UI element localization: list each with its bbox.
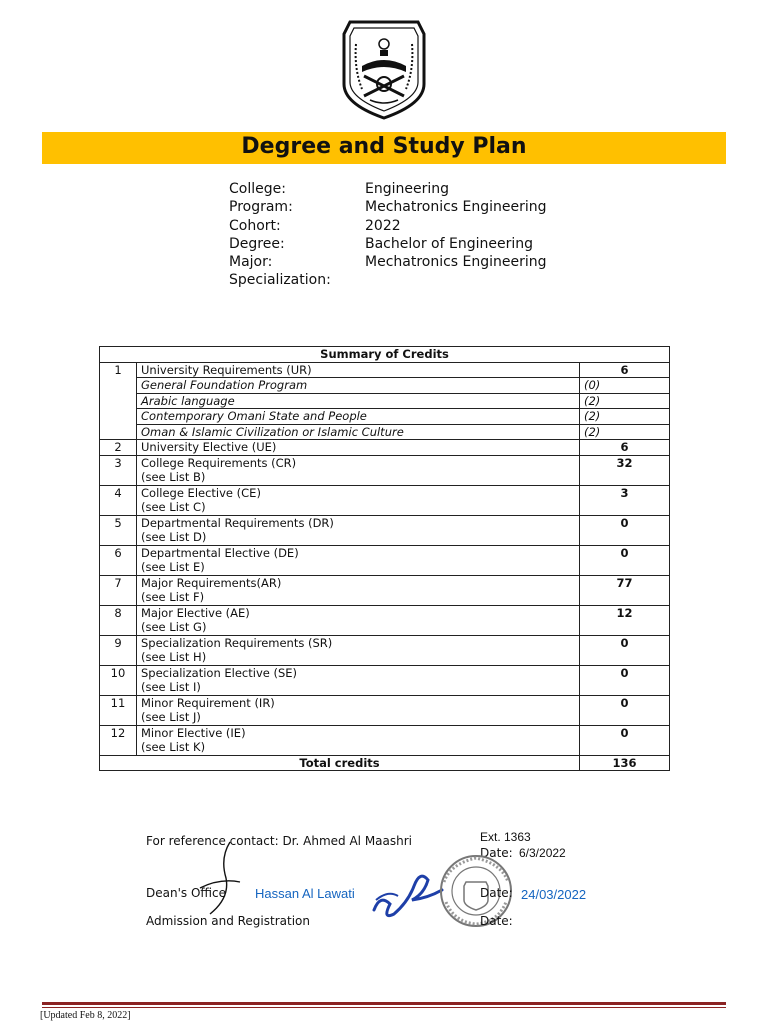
row-label-cell [137, 485, 580, 515]
date-value-handwritten: 24/03/2022 [521, 887, 587, 902]
row-note: (see List G) [141, 620, 207, 634]
info-row-program [229, 198, 547, 216]
row-label-cell [137, 725, 580, 755]
row-label: Specialization Requirements (SR) [141, 635, 333, 650]
row-number: 7 [100, 575, 137, 605]
info-row-major [229, 253, 547, 271]
row-credits: 0 [580, 545, 670, 575]
row-number: 9 [100, 635, 137, 665]
row-credits: 77 [580, 575, 670, 605]
row-credits: 0 [580, 695, 670, 725]
row-label: Major Elective (AE) [141, 605, 250, 620]
sub-row-credits: (2) [580, 424, 670, 440]
date-label: Date: [480, 914, 513, 928]
info-value: Mechatronics Engineering [365, 254, 547, 271]
row-label: University Elective (UE) [137, 440, 580, 456]
table-row [100, 485, 670, 515]
row-note: (see List J) [141, 710, 201, 724]
sub-row-credits: (2) [580, 409, 670, 425]
table-row [100, 635, 670, 665]
row-credits: 0 [580, 665, 670, 695]
row-label-cell [137, 695, 580, 725]
row-note: (see List I) [141, 680, 201, 694]
table-row [100, 575, 670, 605]
row-label-cell [137, 455, 580, 485]
table-row [100, 605, 670, 635]
row-credits: 3 [580, 485, 670, 515]
info-label: Major: [229, 254, 273, 271]
row-note: (see List F) [141, 590, 205, 604]
row-note: (see List B) [141, 470, 206, 484]
info-label: College: [229, 181, 286, 197]
footer-rule-thin [42, 1007, 726, 1008]
deans-office-name: Hassan Al Lawati [255, 886, 355, 901]
deans-office-label: Dean's Office [146, 886, 226, 900]
row-number: 10 [100, 665, 137, 695]
total-credits: 136 [580, 755, 670, 771]
row-label: Specialization Elective (SE) [141, 665, 298, 680]
row-label: Departmental Elective (DE) [141, 545, 299, 560]
summary-of-credits-table [99, 346, 670, 771]
info-label: Specialization: [229, 272, 331, 289]
sub-row-credits: (0) [580, 378, 670, 394]
reference-contact: For reference contact: Dr. Ahmed Al Maashri [146, 834, 413, 848]
row-credits: 0 [580, 515, 670, 545]
table-title: Summary of Credits [100, 347, 670, 363]
row-label: Departmental Requirements (DR) [141, 515, 334, 530]
row-note: (see List D) [141, 530, 207, 544]
title-banner [42, 132, 726, 164]
info-value: Engineering [365, 181, 449, 197]
row-credits: 6 [580, 362, 670, 378]
sub-row [100, 424, 670, 440]
info-value: Bachelor of Engineering [365, 235, 533, 252]
row-label: College Elective (CE) [141, 485, 261, 500]
extension-number: Ext. 1363 [480, 830, 531, 844]
info-row-college [229, 180, 547, 198]
program-info [229, 180, 547, 290]
info-row-degree [229, 235, 547, 253]
table-header-row [100, 347, 670, 363]
row-credits: 32 [580, 455, 670, 485]
table-row [100, 455, 670, 485]
row-label-cell [137, 545, 580, 575]
row-number: 2 [100, 440, 137, 456]
footer-updated-note: [Updated Feb 8, 2022] [40, 1010, 131, 1021]
row-note: (see List K) [141, 740, 206, 754]
total-label: Total credits [100, 755, 580, 771]
row-note: (see List E) [141, 560, 205, 574]
table-row [100, 362, 670, 378]
row-number: 5 [100, 515, 137, 545]
row-number: 12 [100, 725, 137, 755]
table-row [100, 665, 670, 695]
info-row-cohort [229, 217, 547, 235]
sub-row-credits: (2) [580, 393, 670, 409]
row-number: 8 [100, 605, 137, 635]
info-value: 2022 [365, 217, 401, 234]
row-number: 4 [100, 485, 137, 515]
sub-row [100, 378, 670, 394]
info-value: Mechatronics Engineering [365, 199, 547, 216]
signature-scribble-icon [190, 838, 250, 918]
row-label-cell [137, 575, 580, 605]
date-value: 6/3/2022 [519, 846, 566, 860]
university-emblem-logo [340, 14, 428, 120]
sub-row-label: General Foundation Program [137, 378, 580, 394]
info-label: Cohort: [229, 217, 281, 234]
row-credits: 0 [580, 635, 670, 665]
row-credits: 12 [580, 605, 670, 635]
sub-row-label: Contemporary Omani State and People [137, 409, 580, 425]
footer-rule [42, 1002, 726, 1005]
sub-row [100, 409, 670, 425]
info-label: Degree: [229, 235, 285, 252]
sub-row-label: Oman & Islamic Civilization or Islamic Culture [137, 424, 580, 440]
info-row-specialization [229, 271, 547, 289]
row-note: (see List H) [141, 650, 207, 664]
table-row [100, 725, 670, 755]
row-credits: 6 [580, 440, 670, 456]
table-row [100, 440, 670, 456]
page-title: Degree and Study Plan [241, 134, 527, 159]
row-label: College Requirements (CR) [141, 455, 297, 470]
row-label-cell [137, 515, 580, 545]
date-label: Date: [480, 886, 513, 900]
row-label: Major Requirements(AR) [141, 575, 282, 590]
admission-registration-label: Admission and Registration [146, 914, 310, 928]
row-label-cell [137, 635, 580, 665]
row-note: (see List C) [141, 500, 206, 514]
row-number: 6 [100, 545, 137, 575]
table-row [100, 545, 670, 575]
row-label: University Requirements (UR) [137, 362, 580, 378]
sub-row [100, 393, 670, 409]
row-label: Minor Requirement (IR) [141, 695, 275, 710]
date-label: Date: [480, 846, 513, 860]
row-number: 1 [100, 362, 137, 440]
sub-row-label: Arabic language [137, 393, 580, 409]
table-row [100, 695, 670, 725]
row-credits: 0 [580, 725, 670, 755]
row-number: 11 [100, 695, 137, 725]
row-label: Minor Elective (IE) [141, 725, 246, 740]
row-label-cell [137, 665, 580, 695]
info-label: Program: [229, 199, 293, 216]
row-label-cell [137, 605, 580, 635]
total-row [100, 755, 670, 771]
row-number: 3 [100, 455, 137, 485]
table-row [100, 515, 670, 545]
